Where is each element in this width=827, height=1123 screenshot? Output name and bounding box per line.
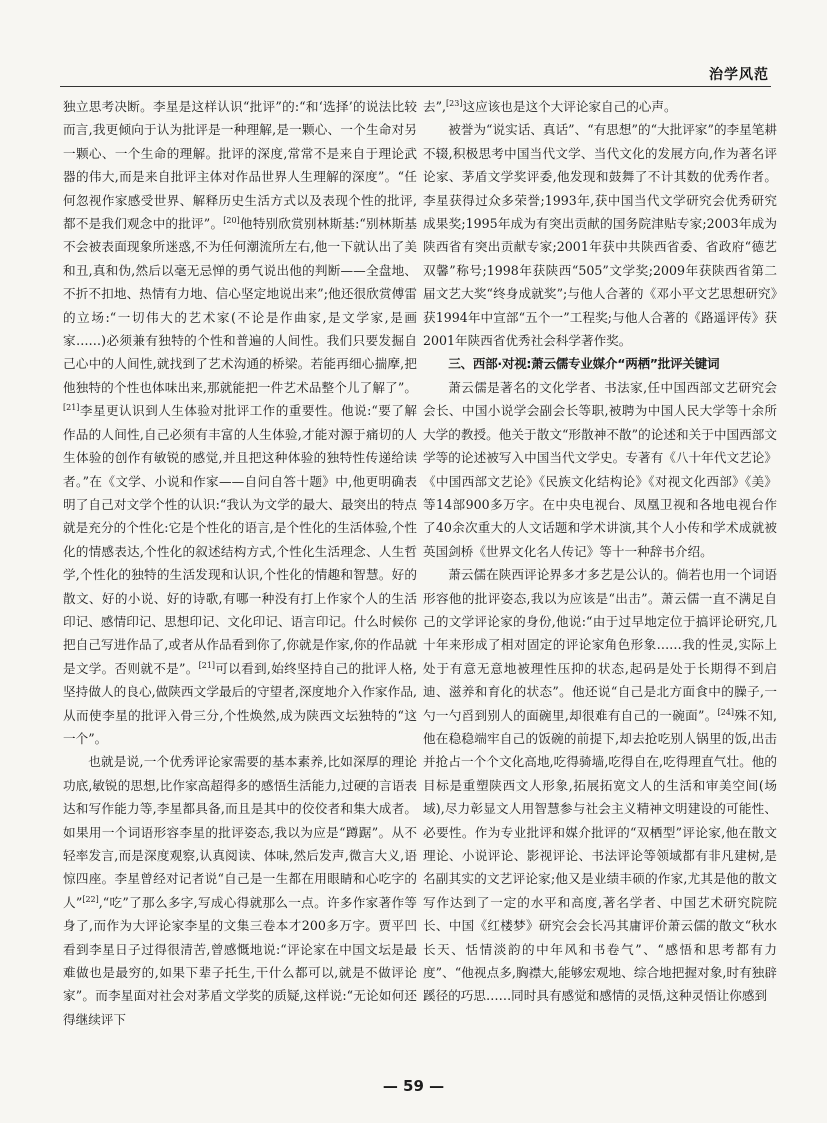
citation-ref: [21] (63, 403, 80, 413)
text-run: 萧云儒在陕西评论界多才多艺是公认的。倘若也用一个词语形容他的批评姿态,我以为应该是“出击”。萧云儒一直不满足自己的文学评论家的身份,他说:“由于过早地定位于搞评论研究,几十年来形成了相对固定的评论家角色形象……我的性灵,实际上处于有意无意地被理性压抑的状态,起码是处于长期得不到启迪、滋养和育化的状态”。他还说“自己是北方面食中的臊子,一勺一勺舀到别人的面碗里,却很难有自己的一碗面”。 (423, 567, 777, 723)
text-run: 他特别欣赏别林斯基:“别林斯基不会被表面现象所迷惑,不为任何潮流所左右,他一下就认出了美和丑,真和伪,然后以毫无忌惮的勇气说出他的判断——全盘地、不折不扣地、热情有力地、信心坚定地说出来”;他还很欣赏傅雷的立场:“一切伟大的艺术家(不论是作曲家,是文学家,是画家……)必须兼有独特的个性和普遍的人间性。我们只要发掘自己心中的人间性,就找到了艺术沟通的桥梁。若能再细心揣摩,把他独特的个性也体味出来,那就能把一件艺术品整个儿了解了”。 (63, 216, 417, 395)
section-heading (423, 352, 777, 375)
citation-ref: [23] (446, 98, 463, 108)
header-rule (60, 86, 771, 87)
text-run: 这应该也是这个大评论家自己的心声。 (462, 99, 677, 114)
paragraph (423, 95, 777, 118)
paragraph (423, 563, 777, 1008)
text-run: 可以看到,始终坚持自己的批评人格,坚持做人的良心,做陕西文学最后的守望者,深度地介入作家作品,从而使李星的批评入骨三分,个性焕然,成为陕西文坛独特的“这一个”。 (63, 660, 417, 746)
text-run: 殊不知,他在稳稳端牢自己的饭碗的前提下,却去抢吃别人锅里的饭,出击并抢占一个个文化高地,吃得骑墙,吃得自在,吃得理直气壮。他的目标是重塑陕西文人形象,拓展拓宽文人的生活和审美空间(场域),尽力彰显文人用智慧参与社会主义精神文明建设的可能性、必要性。作为专业批评和媒介批评的“双栖型”评论家,他在散文理论、小说评论、影视评论、书法评论等领域都有非凡建树,是名副其实的文艺评论家;他又是业绩丰硕的作家,尤其是他的散文写作达到了一定的水平和高度,著名学者、中国艺术研究院院长、中国《红楼梦》研究会会长冯其庸评价萧云儒的散文“秋水长天、恬情淡韵的中年风和书卷气”、“感悟和思考都有力度”、“他视点多,胸襟大,能够宏观地、综合地把握对象,时有独辟蹊径的巧思……同时具有感觉和感情的灵悟,这种灵悟让你感到 (423, 707, 777, 1004)
text-run: 被誉为“说实话、真话”、“有思想”的“大批评家”的李星笔耕不辍,积极思考中国当代文学、当代文化的发展方向,作为著名评论家、茅盾文学奖评委,他发现和鼓舞了不计其数的优秀作者。李星获得过众多荣誉;1993年,获中国当代文学研究会优秀研究成果奖;1995年成为有突出贡献的国务院津贴专家;2003年成为陕西省有突出贡献专家;2001年获中共陕西省委、省政府“德艺双馨”称号;1998年获陕西“505”文学奖;2009年获陕西省第二届文艺大奖“终身成就奖”;与他人合著的《邓小平文艺思想研究》获1994年中宣部“五个一”工程奖;与他人合著的《路遥评传》获2001年陕西省优秀社会科学著作奖。 (423, 122, 777, 349)
page-number: — 59 — (382, 1077, 445, 1095)
paragraph (423, 376, 777, 563)
text-run: 三、西部·对视:萧云儒专业媒介“两栖”批评关键词 (448, 356, 720, 372)
text-run: 李星更认识到人生体验对批评工作的重要性。他说:“要了解作品的人间性,自己必须有丰富的人生体验,才能对源于痛切的人生体验的创作有敏锐的感觉,并且把这种体验的独特性传递给读者。”在《文学、小说和作家——自问自答十题》中,他更明确表明了自己对文学个性的认识:“我认为文学的最大、最突出的特点就是充分的个性化:它是个性化的语言,是个性化的生活体验,个性化的情感表达,个性化的叙述结构方式,个性化生活理念、人生哲学,个性化的独特的生活发现和认识,个性化的情趣和智慧。好的散文、好的小说、好的诗歌,有哪一种没有打上作家个人的生活印记、感情印记、思想印记、文化印记、语言印记。什么时候你把自己写进作品了,或者从作品看到你了,你就是作家,你的作品就是文学。否则就不是”。 (63, 403, 417, 676)
right-column (423, 95, 777, 1067)
paragraph (423, 118, 777, 352)
paragraph (63, 95, 417, 750)
text-run: 也就是说,一个优秀评论家需要的基本素养,比如深厚的理论功底,敏锐的思想,比作家高超得多的感悟生活能力,过硬的言语表达和写作能力等,李星都具备,而且是其中的佼佼者和集大成者。如果用一个词语形容李星的批评姿态,我以为应是“蹲踞”。从不轻率发言,而是深度观察,认真阅读、体味,然后发声,微言大义,语惊四座。李星曾经对记者说“自己是一生都在用眼睛和心吃字的人” (63, 754, 417, 910)
paragraph (63, 750, 417, 1031)
citation-ref: [20] (223, 215, 240, 225)
text-run: 萧云儒是著名的文化学者、书法家,任中国西部文艺研究会会长、中国小说学会副会长等职,被聘为中国人民大学等十余所大学的教授。他关于散文“形散神不散”的论述和关于中国西部文学等的论述被写入中国当代文学史。专著有《八十年代文艺论》《中国西部文艺论》《民族文化结构论》《对视文化西部》《美》等14部900多万字。在中央电视台、凤凰卫视和各地电视台作了40余次重大的人文话题和学术讲演,其个人小传和学术成就被英国剑桥《世界文化名人传记》等十一种辞书介绍。 (423, 379, 777, 559)
section-title: 治学风范 (709, 67, 769, 83)
citation-ref: [24] (717, 707, 735, 717)
citation-ref: [22] (82, 894, 99, 904)
text-run: 去”, (423, 99, 447, 114)
text-run: ,“吃”了那么多字,写成心得就那么一点。许多作家著作等身了,而作为大评论家李星的文集三卷本才200多万字。贾平凹看到李星日子过得很清苦,曾感慨地说:“评论家在中国文坛是最难做也是最穷的,如果下辈子托生,干什么都可以,就是不做评论家”。而李星面对社会对茅盾文学奖的质疑,这样说:“无论如何还得继续评下 (63, 894, 417, 1027)
citation-ref: [21] (198, 660, 216, 670)
text-run: 独立思考决断。李星是这样认识“批评”的:“和‘选择’的说法比较而言,我更倾向于认为批评是一种理解,是一颗心、一个生命对另一颗心、一个生命的理解。批评的深度,常常不是来自于理论武器的伟大,而是来自批评主体对作品世界人生理解的深度”。“任何忽视作家感受世界、解释历史生活方式以及表现个性的批评,都不是我们观念中的批评”。 (63, 99, 417, 232)
left-column (63, 95, 417, 1085)
